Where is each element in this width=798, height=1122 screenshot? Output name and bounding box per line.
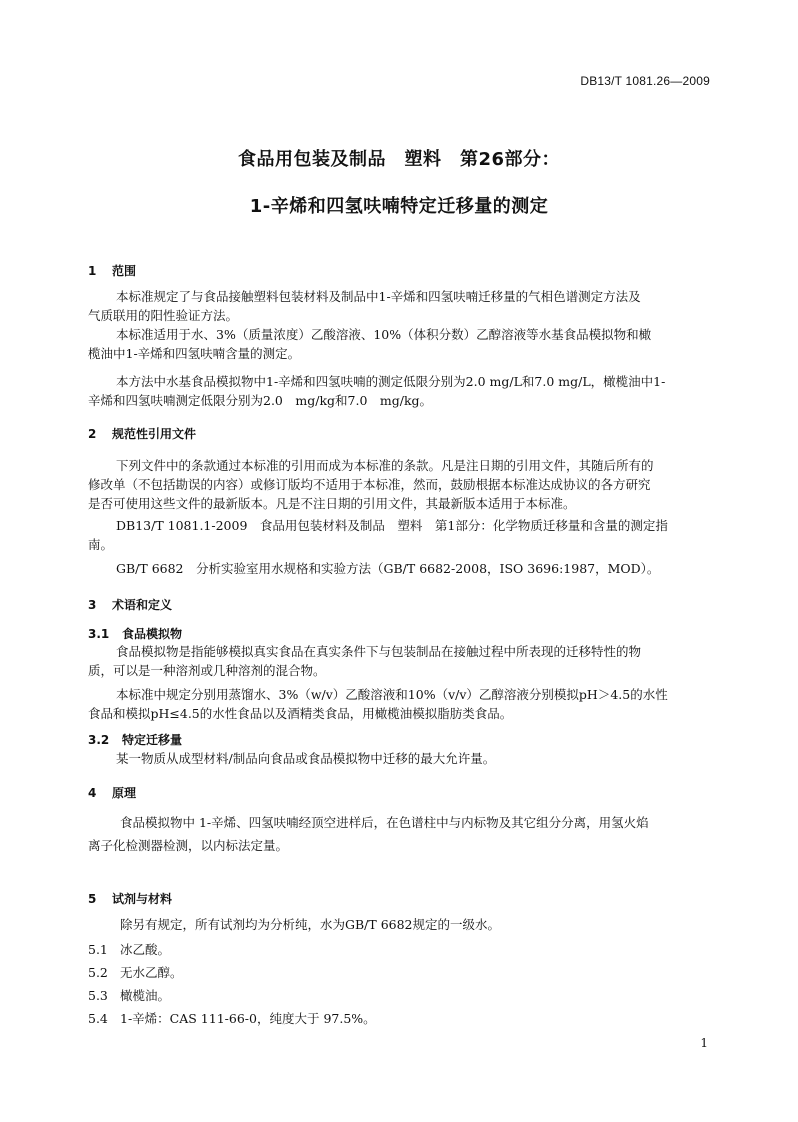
subsection-heading-specific-migration [88, 731, 182, 748]
text-line: DB13/T 1081.1-2009 食品用包装材料及制品 塑料 第1部分：化学物质迁移量和含量的测定指 [116, 518, 668, 533]
text-line: 质，可以是一种溶剂或几种溶剂的混合物。 [88, 663, 326, 678]
section-title: 术语和定义 [112, 598, 173, 612]
section-title: 范围 [112, 264, 137, 278]
principle-paragraph [88, 813, 649, 855]
section-title: 原理 [112, 786, 137, 800]
item-number: 5.1 [88, 942, 108, 957]
section-number: 5 [88, 892, 97, 906]
text-line: 本标准适用于水、3%（质量浓度）乙酸溶液、10%（体积分数）乙醇溶液等水基食品模拟物和橄 [116, 327, 652, 342]
standard-code: DB13/T 1081.26—2009 [580, 74, 710, 88]
text-line: 除另有规定，所有试剂均为分析纯，水为GB/T 6682规定的一级水。 [120, 917, 501, 932]
subsection-number: 3.2 [88, 733, 110, 747]
reagent-item [88, 986, 170, 1004]
item-text: 1-辛烯：CAS 111-66-0，纯度大于 97.5%。 [120, 1011, 376, 1026]
reagent-item [88, 963, 183, 981]
text-line: 辛烯和四氢呋喃测定低限分别为2.0 mg/kg和7.0 mg/kg。 [88, 393, 433, 408]
section-heading-normative-references [88, 425, 196, 442]
references-paragraph-1 [88, 456, 654, 513]
text-line: 榄油中1-辛烯和四氢呋喃含量的测定。 [88, 346, 301, 361]
section-heading-terms [88, 596, 172, 613]
item-number: 5.4 [88, 1011, 108, 1026]
reagents-paragraph [88, 915, 500, 934]
section-heading-scope [88, 262, 136, 279]
section-title: 规范性引用文件 [112, 427, 197, 441]
document-title-line2: 1-辛烯和四氢呋喃特定迁移量的测定 [249, 196, 549, 217]
section-title: 试剂与材料 [112, 892, 173, 906]
text-line: 下列文件中的条款通过本标准的引用而成为本标准的条款。凡是注日期的引用文件，其随后所有的 [116, 458, 654, 473]
section-heading-principle [88, 784, 136, 801]
text-line: 食品模拟物是指能够模拟真实食品在真实条件下与包装制品在接触过程中所表现的迁移特性的物 [116, 644, 642, 659]
text-line: 本方法中水基食品模拟物中1-辛烯和四氢呋喃的测定低限分别为2.0 mg/L和7.0 mg/L，橄榄油中1- [116, 374, 666, 389]
section-heading-reagents [88, 890, 172, 907]
text-line: 食品和模拟pH≤4.5的水性食品以及酒精类食品，用橄榄油模拟脂肪类食品。 [88, 706, 513, 721]
document-title-line1: 食品用包装及制品 塑料 第26部分： [237, 149, 561, 170]
scope-paragraph-2 [88, 325, 651, 363]
item-text: 橄榄油。 [120, 988, 171, 1003]
text-line: 南。 [88, 537, 114, 552]
references-paragraph-2 [88, 516, 668, 554]
reagent-item [88, 1009, 376, 1027]
specific-migration-paragraph [88, 749, 495, 768]
item-number: 5.2 [88, 965, 108, 980]
text-line: 食品模拟物中 1-辛烯、四氢呋喃经顶空进样后，在色谱柱中与内标物及其它组分分离，用氢火焰 [120, 815, 649, 830]
section-number: 3 [88, 598, 97, 612]
page-number: 1 [700, 1036, 708, 1050]
text-line: 本标准中规定分别用蒸馏水、3%（w/v）乙酸溶液和10%（v/v）乙醇溶液分别模拟pH＞4.5的水性 [116, 687, 668, 702]
section-number: 2 [88, 427, 97, 441]
subsection-number: 3.1 [88, 627, 110, 641]
text-line: 离子化检测器检测，以内标法定量。 [88, 838, 289, 853]
section-number: 1 [88, 264, 97, 278]
text-line: 是否可使用这些文件的最新版本。凡是不注日期的引用文件，其最新版本适用于本标准。 [88, 496, 576, 511]
section-number: 4 [88, 786, 97, 800]
text-line: 修改单（不包括勘误的内容）或修订版均不适用于本标准，然而，鼓励根据本标准达成协议的各方研究 [88, 477, 651, 492]
food-simulant-paragraph-2 [88, 685, 668, 723]
text-line: GB/T 6682 分析实验室用水规格和实验方法（GB/T 6682-2008，ISO 3696:1987，MOD）。 [116, 561, 660, 576]
subsection-title: 特定迁移量 [122, 733, 183, 747]
item-text: 无水乙醇。 [120, 965, 183, 980]
reagent-item [88, 940, 170, 958]
item-text: 冰乙酸。 [120, 942, 171, 957]
text-line: 某一物质从成型材料/制品向食品或食品模拟物中迁移的最大允许量。 [116, 751, 496, 766]
food-simulant-paragraph-1 [88, 642, 641, 680]
scope-paragraph-3 [88, 372, 665, 410]
item-number: 5.3 [88, 988, 108, 1003]
subsection-title: 食品模拟物 [122, 627, 183, 641]
subsection-heading-food-simulant [88, 625, 182, 642]
references-paragraph-3 [88, 559, 659, 578]
text-line: 气质联用的阳性验证方法。 [88, 308, 239, 323]
scope-paragraph-1 [88, 287, 641, 325]
text-line: 本标准规定了与食品接触塑料包装材料及制品中1-辛烯和四氢呋喃迁移量的气相色谱测定方法及 [116, 289, 641, 304]
